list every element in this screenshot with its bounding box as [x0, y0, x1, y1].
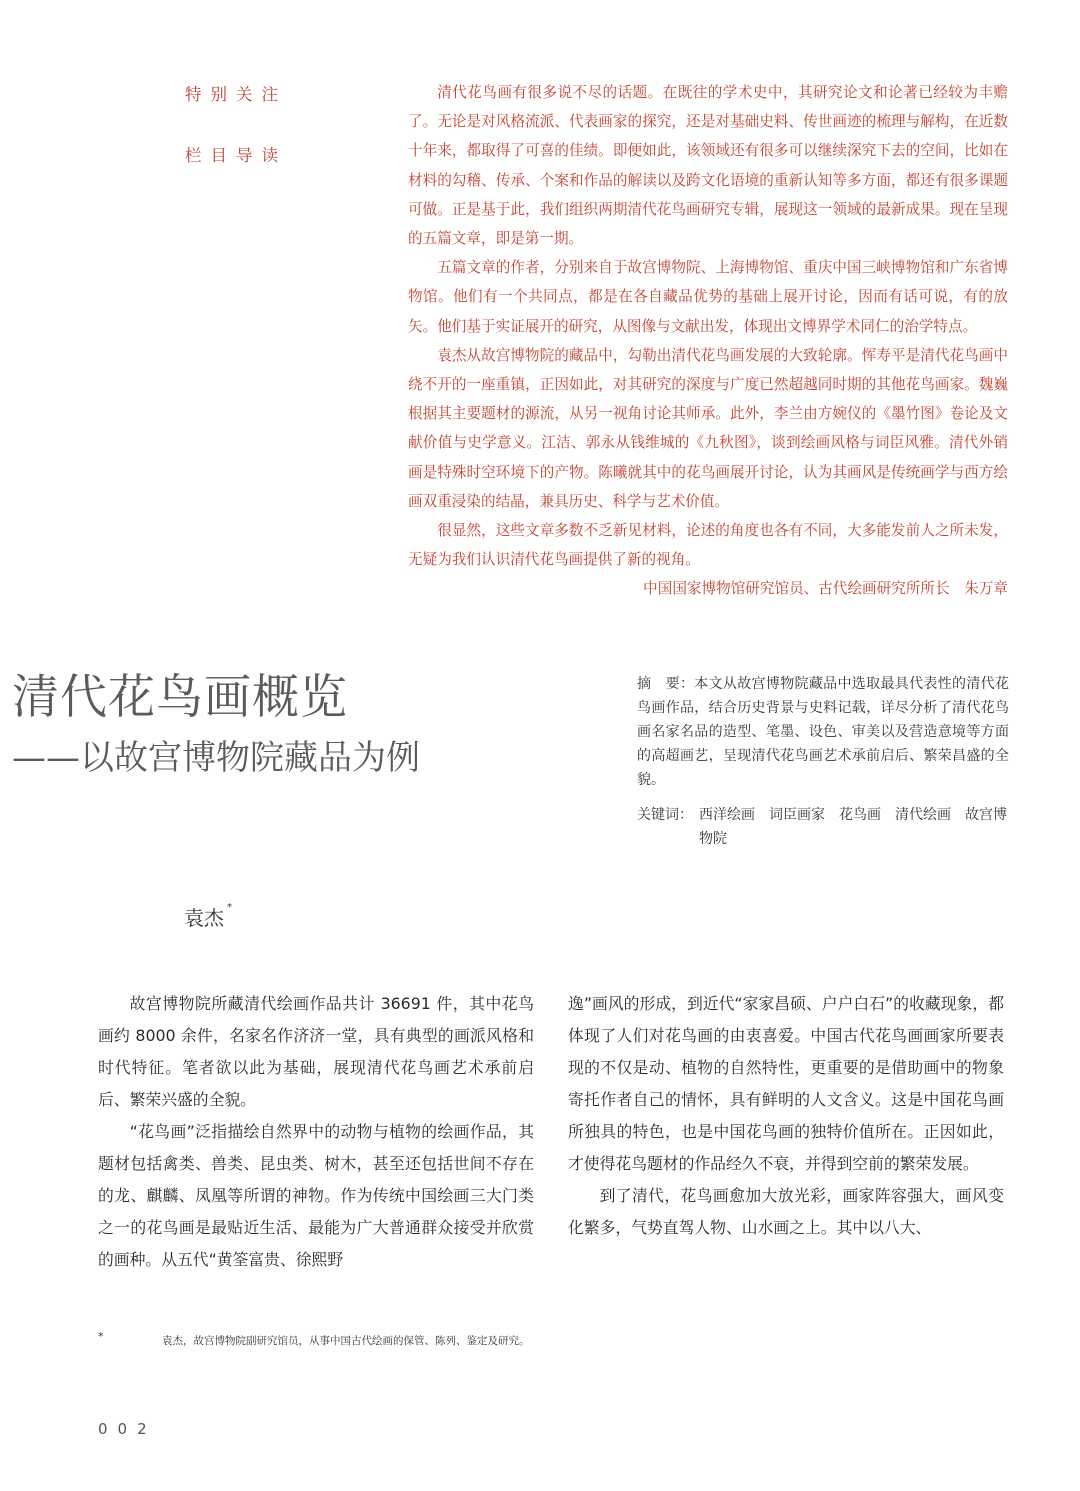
author-footnote-mark: * — [227, 902, 232, 913]
article-subtitle: ——以故宫博物院藏品为例 — [12, 738, 420, 778]
intro-paragraph: 清代花鸟画有很多说不尽的话题。在既往的学术史中，其研究论文和论著已经较为丰赡了。无论是对风格流派、代表画家的探究，还是对基础史料、传世画迹的梳理与解构，在近数十年来，都取得了可喜的佳绩。即便如此，该领域还有很多可以继续深究下去的空间，比如在材料的勾稽、传承、个案和作品的解读以及跨文化语境的重新认知等多方面，都还有很多课题可做。正是基于此，我们组织两期清代花鸟画研究专辑，展现这一领域的最新成果。现在呈现的五篇文章，即是第一期。 — [408, 84, 1008, 248]
column-intro — [408, 78, 1008, 604]
intro-paragraph: 五篇文章的作者，分别来自于故宫博物院、上海博物馆、重庆中国三峡博物馆和广东省博物馆。他们有一个共同点，都是在各自藏品优势的基础上展开讨论，因而有话可说，有的放矢。他们基于实证展开的研究，从图像与文献出发，体现出文博界学术同仁的治学特点。 — [408, 259, 1008, 335]
body-paragraph: 到了清代，花鸟画愈加大放光彩，画家阵容强大，画风变化繁多，气势直驾人物、山水画之上。其中以八大、 — [568, 1186, 1004, 1237]
column-label-special-focus: 特别关注 — [185, 85, 287, 104]
body-paragraph: “花鸟画”泛指描绘自然界中的动物与植物的绘画作品，其题材包括禽类、兽类、昆虫类、树木，甚至还包括世间不存在的龙、麒麟、凤凰等所谓的神物。作为传统中国绘画三大门类之一的花鸟画是最贴近生活、最能为广大普通群众接受并欣赏的画种。从五代“黄筌富贵、徐熙野 — [98, 1122, 534, 1269]
author-name: 袁杰 — [184, 906, 224, 930]
body-column-left — [98, 988, 534, 1276]
footnote-text: 袁杰，故宫博物院副研究馆员，从事中国古代绘画的保管、陈列、鉴定及研究。 — [162, 1335, 530, 1347]
body-paragraph-continued: 逸”画风的形成，到近代“家家昌硕、户户白石”的收藏现象，都体现了人们对花鸟画的由衷喜爱。中国古代花鸟画画家所要表现的不仅是动、植物的自然特性，更重要的是借助画中的物象寄托作者自己的情怀，具有鲜明的人文含义。这是中国花鸟画所独具的特色，也是中国花鸟画的独特价值所在。正因如此，才使得花鸟题材的作品经久不衰，并得到空前的繁荣发展。 — [568, 994, 1004, 1173]
intro-paragraph: 很显然，这些文章多数不乏新见材料，论述的角度也各有不同，大多能发前人之所未发，无疑为我们认识清代花鸟画提供了新的视角。 — [408, 522, 1008, 569]
keywords-list: 西洋绘画 词臣画家 花鸟画 清代绘画 故宫博物院 — [699, 807, 1007, 847]
intro-signature: 中国国家博物馆研究馆员、古代绘画研究所所长 朱万章 — [643, 580, 1008, 598]
article-abstract: 摘 要：本文从故宫博物院藏品中选取最具代表性的清代花鸟画作品，结合历史背景与史料记载，详尽分析了清代花鸟画名家名品的造型、笔墨、设色、审美以及营造意境等方面的高超画艺，呈现清代花鸟画艺术承前启后、繁荣昌盛的全貌。 — [637, 676, 1009, 788]
footnote-mark: * — [98, 1330, 104, 1343]
article-keywords — [637, 803, 1017, 851]
body-column-right — [568, 988, 1004, 1244]
keywords-label: 关键词： — [637, 807, 693, 823]
intro-paragraph: 袁杰从故宫博物院的藏品中，勾勒出清代花鸟画发展的大致轮廓。恽寿平是清代花鸟画中绕不开的一座重镇，正因如此，对其研究的深度与广度已然超越同时期的其他花鸟画家。魏巍根据其主要题材的源流，从另一视角讨论其师承。此外，李兰由方婉仪的《墨竹图》卷论及文献价值与史学意义。江洁、郭永从钱维城的《九秋图》，谈到绘画风格与词臣风雅。清代外销画是特殊时空环境下的产物。陈曦就其中的花鸟画展开讨论，认为其画风是传统画学与西方绘画双重浸染的结晶，兼具历史、科学与艺术价值。 — [408, 346, 1008, 510]
page-number: 002 — [98, 1420, 157, 1438]
body-paragraph: 故宫博物院所藏清代绘画作品共计 36691 件，其中花鸟画约 8000 余件，名家名作济济一堂，具有典型的画派风格和时代特征。笔者欲以此为基础，展现清代花鸟画艺术承前启后、繁荣兴盛的全貌。 — [98, 994, 534, 1109]
article-author — [184, 902, 232, 931]
article-title: 清代花鸟画概览 — [12, 670, 348, 725]
column-label-guide: 栏目导读 — [185, 146, 287, 165]
